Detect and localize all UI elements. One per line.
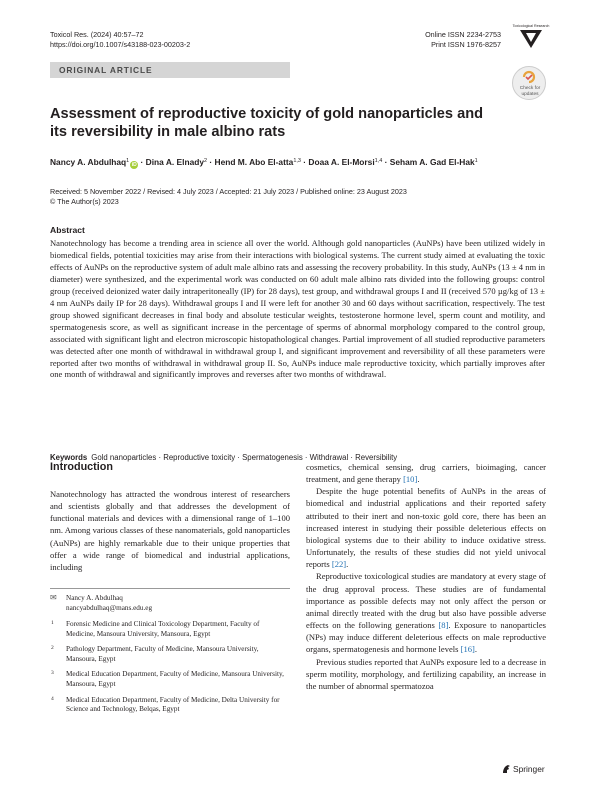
affiliation-list <box>50 620 290 721</box>
article-dates <box>50 187 407 206</box>
corresponding-name: Nancy A. Abdulhaq <box>66 594 123 602</box>
check-for-updates-label: Check for updates <box>519 86 541 97</box>
citation-link[interactable]: [16] <box>460 644 475 655</box>
footnote-divider <box>50 588 290 589</box>
author[interactable]: Seham A. Gad El-Hak$^1$ <box>389 157 478 167</box>
intro-paragraph: Despite the huge potential benefits of AuNPs in the areas of biomedical and industrial applications and their reported safety attributed to their inert and non-toxic gold core, there has been an increased interest in studying their possible deleterious effects on biological systems due to their ability to induce oxidative stress. Unfortunately, the results of these studies did not yield univocal reports [22]. <box>306 486 546 570</box>
publisher-name: Springer <box>513 764 545 774</box>
issn-print: Print ISSN 1976-8257 <box>431 40 501 49</box>
check-for-updates-button[interactable] <box>512 66 546 100</box>
author-list: Nancy A. Abdulhaq$^1$iD · Dina A. Elnady$^2$ · Hend M. Abo El-atta$^{1,3}$ · Doaa A. El-Morsi$^{1,4}$ · Seham A. Gad El-Hak$^1$ <box>50 157 478 168</box>
abstract-heading: Abstract <box>50 225 85 235</box>
abstract-text: Nanotechnology has become a trending area in science all over the world. Although gold nanoparticles (AuNPs) have been utilized widely in biomedical fields, potential toxicities may arise from their interactions with biological systems. The current study aimed at evaluating the toxic effects of AuNPs on the reproductive system of adult male albino rats and assessing the recovery probability. In this study, AuNPs (13 ± 4 nm in diameter) were synthesized, and the experimental work was conducted on 60 adult male albino rats divided into the following groups: control group (received deionized water daily intraperitoneally (IP) for 28 days), test group, and withdrawal groups I and II (received 570 µg/kg of 13 ± 4 nm AuNPs daily IP for 28 days). Withdrawal groups I and II were left for another 30 and 60 days without sacrification, respectively. The test group showed significant decreases in final body and absolute testicular weights, testosterone hormone level, sperm count and motility, and spermatogenesis score, as well as significant increase in the percentage of sperms of abnormal morphology compared to the control group, associated with significant light and electron microscopic histopathological changes. Partial improvement of all studied reproductive parameters was detected after one month of withdrawal in withdrawal group I, and significant improvement and reversibility of all these parameters were reported after two months of withdrawal in withdrawal group II. So, AuNPs induce male reproductive toxicity, which partially improves after one month of withdrawal and significantly improves and reverses after two months of withdrawal. <box>50 238 545 380</box>
affiliation: 1 Forensic Medicine and Clinical Toxicology Department, Faculty of Medicine, Mansoura University, Mansoura, Egypt <box>51 620 260 638</box>
author[interactable]: Doaa A. El-Morsi$^{1,4}$ <box>308 157 383 167</box>
affiliation: 4 Medical Education Department, Faculty of Medicine, Delta University for Science and Technology, Belqas, Egypt <box>51 695 280 714</box>
issn-block <box>425 30 501 50</box>
journal-line: Toxicol Res. (2024) 40:57–72 <box>50 30 144 39</box>
intro-paragraph: Nanotechnology has attracted the wondrous interest of researchers and scientists globally and that addresses the development of functional materials and devices with a dimensional range of 1–100 nm. Among various classes of these nanomaterials, gold nanoparticles (AuNPs) are highly remarkable due to their unique properties that offer a wide range of biomedical and industrial applications, including <box>50 489 290 572</box>
introduction-heading: Introduction <box>50 461 113 473</box>
orcid-icon[interactable]: iD <box>131 162 137 168</box>
springer-horse-icon <box>502 764 511 774</box>
doi-link[interactable]: https://doi.org/10.1007/s43188-023-00203-2 <box>50 40 191 49</box>
publisher-logo-icon <box>518 28 544 50</box>
publisher-logo <box>510 24 552 54</box>
check-for-updates-icon <box>521 70 537 84</box>
affiliation: 3 Medical Education Department, Faculty of Medicine, Mansoura University, Mansoura, Egypt <box>51 670 284 688</box>
publisher-logo-text: Toxicological Research <box>512 24 550 28</box>
citation-link[interactable]: [8] <box>438 620 449 631</box>
affiliation: 2 Pathology Department, Faculty of Medicine, Mansoura University, Mansoura, Egypt <box>51 645 259 663</box>
springer-logo <box>502 764 545 774</box>
intro-paragraph: Previous studies reported that AuNPs exposure led to a decrease in sperm motility, morphology, and fertilizing capability, an increase in the number of abnormal spermatozoa <box>306 656 546 691</box>
keywords-label: Keywords <box>50 453 88 462</box>
journal-citation <box>50 30 190 50</box>
article-type-bar <box>50 62 290 78</box>
keywords-list: Gold nanoparticles · Reproductive toxicity · Spermatogenesis · Withdrawal · Reversibility <box>91 453 398 462</box>
issn-online: Online ISSN 2234-2753 <box>425 30 501 39</box>
article-title: Assessment of reproductive toxicity of gold nanoparticles and its reversibility in male albino rats <box>50 106 484 140</box>
corresponding-email[interactable]: nancyabdulhaq@mans.edu.eg <box>66 603 153 612</box>
author[interactable]: Hend M. Abo El-atta$^{1,3}$ <box>214 157 301 167</box>
corresponding-author <box>50 594 290 613</box>
author[interactable]: Dina A. Elnady$^2$ <box>145 157 208 167</box>
intro-paragraph: Reproductive toxicological studies are mandatory at every stage of the drug approval process. These studies are of fundamental importance as possible defects may not only affect the person or animal directly treated with the drug but also have possible adverse effects on the following generations [8]. Exposure to nanoparticles (NPs) may induce different deleterious effects on male reproductive organs, spermatogenesis and hormone levels [16]. <box>306 571 546 655</box>
envelope-icon: ✉ <box>50 593 57 602</box>
history-line: Received: 5 November 2022 / Revised: 4 July 2023 / Accepted: 21 July 2023 / Published online: 23 August 2023 <box>50 187 407 196</box>
intro-right-column <box>306 461 546 692</box>
citation-link[interactable]: [10] <box>403 474 418 485</box>
copyright-line: © The Author(s) 2023 <box>50 196 119 206</box>
citation-link[interactable]: [22] <box>331 559 347 570</box>
intro-paragraph: cosmetics, chemical sensing, drug carriers, bioimaging, cancer treatment, and gene therapy [10]. <box>306 462 546 485</box>
author[interactable]: Nancy A. Abdulhaq$^1$ <box>50 157 130 167</box>
intro-left-column <box>50 488 290 573</box>
article-type: ORIGINAL ARTICLE <box>59 65 153 75</box>
